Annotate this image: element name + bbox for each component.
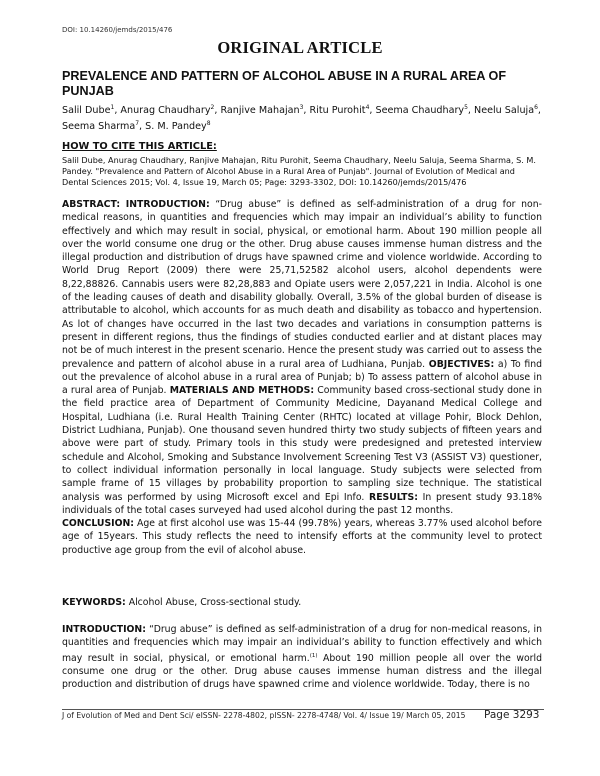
author-affiliation-number: 2: [210, 104, 215, 111]
introduction-text-continued: About 190 million people all over the world consume one drug or the other. Drug abuse causes immense human distress and the illegal production and distribution of drugs have spawned crime and violence worldwide. Today, there is no: [62, 652, 542, 691]
citation-text: Salil Dube, Anurag Chaudhary, Ranjive Mahajan, Ritu Purohit, Seema Chaudhary, Neelu Saluja, Seema Sharma, S. M. Pandey. "Prevalence and Pattern of Alcohol Abuse in a Rural Area of Punjab". Journal of Evolution of Medical and Dental Sciences 2015; Vol. 4, Issue 19, March 05; Page: 3293-3302, DOI: 10.14260/jemds/2015/476: [62, 155, 536, 187]
objectives-text: a) To find out the prevalence of alcohol abuse in a rural area of Punjab; b) To assess pattern of alcohol abuse in a rural area of Punjab.: [62, 358, 542, 397]
objectives-label: OBJECTIVES:: [428, 358, 495, 370]
author: [62, 121, 145, 132]
author: [310, 105, 376, 116]
author-separator: ,: [139, 121, 146, 133]
author-affiliation-number: 3: [299, 104, 304, 111]
author: [145, 121, 210, 132]
article-title: PREVALENCE AND PATTERN OF ALCOHOL ABUSE IN A RURAL AREA OF PUNJAB: [62, 69, 507, 98]
author-separator: ,: [537, 105, 541, 117]
author-name: S. M. Pandey: [145, 121, 207, 133]
author-name: Anurag Chaudhary: [120, 105, 211, 117]
doi-header: DOI: 10.14260/jemds/2015/476: [62, 26, 173, 34]
keywords-line: [62, 597, 301, 608]
page-number: Page 3293: [484, 709, 540, 721]
cite-heading: HOW TO CITE THIS ARTICLE:: [62, 141, 217, 152]
keywords-label: KEYWORDS:: [62, 597, 126, 608]
abstract-section: [62, 198, 542, 557]
methods-label: MATERIALS AND METHODS:: [169, 385, 315, 397]
results-label: RESULTS:: [369, 491, 418, 503]
author-list: [62, 101, 542, 133]
author-separator: ,: [114, 105, 121, 117]
footer-divider: [62, 709, 544, 710]
methods-text: Community based cross-sectional study done in the field practice area of Department of Community Medicine, Dayanand Medical College and Hospital, Ludhiana (i.e. Rural Health Training Center (RHTC) located at village Pohir, Block Dehlon, District Ludhiana, Punjab). One thousand seven hundred thirty two study subjects of fifteen years and above were part of study. Primary tools in this study were predesigned and pretested interview schedule and Alcohol, Smoking and Substance Involvement Screening Test V3 (ASSIST V3) questioner, to collect individual information personally in local language. Study subjects were selected from sample frame of 15 villages by probability proportion to sampling size technique. The statistical analysis was performed by using Microsoft excel and Epi Info.: [62, 385, 542, 503]
abstract-label: ABSTRACT:: [62, 199, 121, 210]
author-affiliation-number: 7: [135, 120, 140, 128]
reference-marker: (1): [309, 652, 318, 659]
keywords-text: Alcohol Abuse, Cross-sectional study.: [125, 597, 302, 608]
author: [376, 105, 475, 116]
author-affiliation-number: 1: [110, 104, 115, 111]
author-separator: ,: [369, 105, 376, 117]
abstract-intro-label: INTRODUCTION:: [125, 199, 210, 210]
author-separator: ,: [214, 105, 221, 117]
author-name: Seema Sharma: [62, 121, 136, 133]
author: [62, 105, 120, 116]
author-affiliation-number: 8: [206, 120, 211, 128]
article-type-heading: ORIGINAL ARTICLE: [217, 38, 383, 57]
author: [474, 105, 541, 116]
author: [120, 105, 220, 116]
author-name: Ritu Purohit: [309, 105, 366, 117]
author-separator: ,: [467, 105, 475, 117]
conclusion-label: CONCLUSION:: [62, 518, 135, 530]
introduction-text: “Drug abuse” is defined as self-administration of a drug for non-medical reasons, in quantities and frequencies which may impair an individual’s ability to function effectively and which may result in social, physical, or emotional harm.: [62, 624, 542, 664]
author-separator: ,: [303, 105, 310, 117]
author-name: Neelu Saluja: [474, 105, 535, 117]
conclusion-text: Age at first alcohol use was 15-44 (99.78%) years, whereas 3.77% used alcohol before age of 15years. This study reflects the need to intensify efforts at the community level to protect productive age group from the evil of alcohol abuse.: [62, 518, 542, 556]
author-affiliation-number: 5: [464, 104, 468, 111]
author-name: Ranjive Mahajan: [220, 105, 300, 117]
footer-journal-info: J of Evolution of Med and Dent Sci/ eISSN- 2278-4802, pISSN- 2278-4748/ Vol. 4/ Issue 19/ March 05, 2015: [62, 711, 466, 720]
abstract-intro-text: “Drug abuse” is defined as self-administration of a drug for non-medical reasons, in quantities and frequencies which may impair an individual’s ability to function effectively and which may result in social, physical, or emotional harm. About 190 million people all over the world consume one drug or the other. Drug abuse causes immense human distress and the illegal production and distribution of drugs have spawned crime and violence worldwide. According to World Drug Report (2009) there were 25,71,52582 alcohol users, alcohol dependents were 8,22,88826. Cannabis users were 82,28,883 and Opiate users were 2,057,221 in India. Alcohol is one of the leading causes of death and disability globally. Overall, 3.5% of the global burden of disease is attributable to alcohol, which accounts for as much death and disability as tobacco and hypertension. As lot of changes have occurred in the last two decades and variations in consumption patterns is present in different regions, thus the findings of studies conducted earlier and at distant places may not be of much interest in the present scenario. Hence the present study was carried out to assess the prevalence and pattern of alcohol abuse in a rural area of Ludhiana, Punjab.: [62, 199, 542, 370]
author: [220, 105, 309, 116]
author-affiliation-number: 4: [365, 104, 370, 111]
author-name: Salil Dube: [62, 105, 111, 117]
author-name: Seema Chaudhary: [375, 105, 465, 117]
introduction-section: [62, 623, 542, 692]
introduction-label: INTRODUCTION:: [62, 624, 146, 635]
author-affiliation-number: 6: [534, 104, 538, 111]
results-text: In present study 93.18% individuals of the total cases surveyed had used alcohol during the past 12 months.: [62, 491, 542, 516]
